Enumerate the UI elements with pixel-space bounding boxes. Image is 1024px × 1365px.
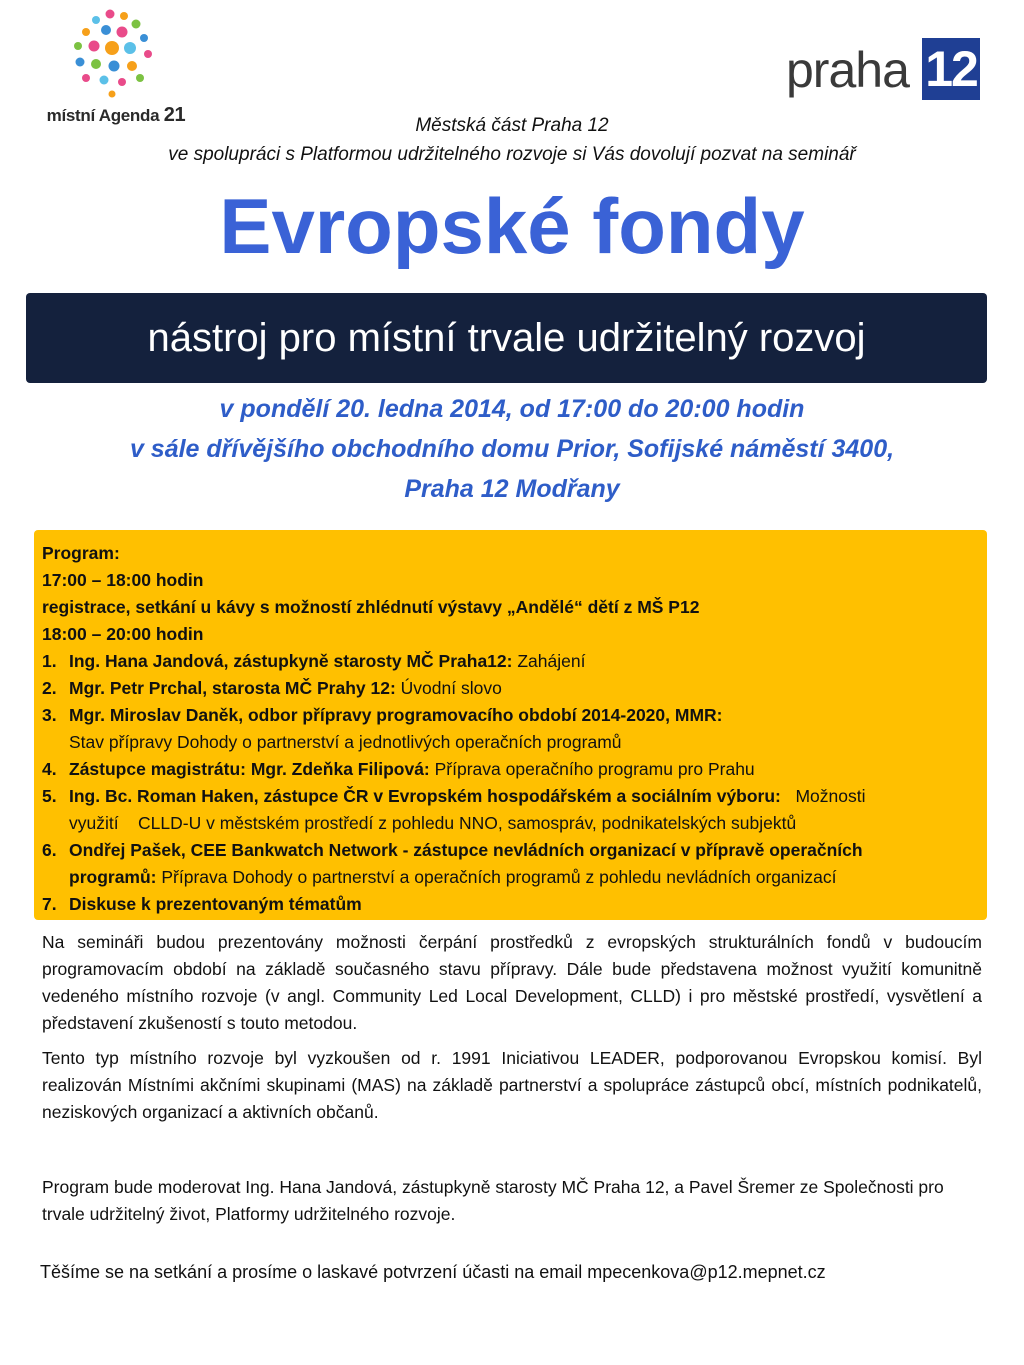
page-title: Evropské fondy — [219, 182, 805, 270]
program-item: 4. Zástupce magistrátu: Mgr. Zdeňka Filipová: Příprava operačního programu pro Prahu — [42, 759, 755, 779]
paragraph-leader-info: Tento typ místního rozvoje byl vyzkoušen od r. 1991 Iniciativou LEADER, podporovanou Evropskou komisí. Byl realizován Místními akčními skupinami (MAS) na základě partnerství a spolupráce zástupců obcí, místních podnikatelů, neziskových organizací a aktivních občanů. — [42, 1048, 982, 1122]
program-item: 1. Ing. Hana Jandová, zástupkyně starosty MČ Praha12: Zahájení — [42, 651, 586, 671]
paragraph-moderator: Program bude moderovat Ing. Hana Jandová, zástupkyně starosty MČ Praha 12, a Pavel Šremer ze Společnosti pro trvale udržitelný život, Platformy udržitelného rozvoje. — [42, 1177, 944, 1224]
program-heading: Program: — [42, 543, 120, 563]
program-slot1-desc: registrace, setkání u kávy s možností zhlédnutí výstavy „Andělé“ dětí z MŠ P12 — [42, 597, 700, 617]
praha12-logo — [782, 36, 992, 100]
paragraph-seminar-info: Na semináři budou prezentovány možnosti čerpání prostředků z evropských strukturálních fondů v budoucím programovacím období na základě současného stavu přípravy. Dále bude představena možnost využití komunitně vedeného místního rozvoje (v angl. Community Led Local Development, CLLD) i pro městské prostředí, vysvětlení a představení zkušeností s touto metodou. — [42, 932, 982, 1033]
program-item: 5. Ing. Bc. Roman Haken, zástupce ČR v Evropském hospodářském a sociálním výboru: Možnosti využití CLLD-U v městském prostředí z pohledu NNO, samospráv, podnikatelských subjektů — [42, 786, 866, 833]
praha12-logo-number: 12 — [922, 38, 980, 100]
program-slot2-time: 18:00 – 20:00 hodin — [42, 624, 204, 644]
program-item: 7. Diskuse k prezentovaným tématům — [42, 894, 362, 914]
subtitle-banner — [26, 293, 987, 383]
program-item: 3. Mgr. Miroslav Daněk, odbor přípravy programovacího období 2014-2020, MMR: Stav přípravy Dohody o partnerství a jednotlivých operačních programů — [42, 705, 723, 752]
program-item: 2. Mgr. Petr Prchal, starosta MČ Prahy 12: Úvodní slovo — [42, 678, 502, 698]
event-venue: v sále dřívějšího obchodního domu Prior, Sofijské náměstí 3400, — [129, 435, 895, 463]
event-date: v pondělí 20. ledna 2014, od 17:00 do 20:00 hodin — [219, 395, 805, 423]
praha12-logo-word: praha — [786, 42, 909, 98]
event-location: Praha 12 Modřany — [404, 475, 620, 503]
program-box — [34, 530, 987, 920]
intro-line-1: Městská část Praha 12 — [415, 115, 609, 136]
subtitle-banner-text: nástroj pro místní trvale udržitelný rozvoj — [147, 316, 866, 360]
dots-logo-icon — [66, 8, 162, 100]
intro-line-2: ve spolupráci s Platformou udržitelného rozvoje si Vás dovolují pozvat na seminář — [168, 144, 856, 165]
program-item: 6. Ondřej Pašek, CEE Bankwatch Network - zástupce nevládních organizací v přípravě operačních programů: Příprava Dohody o partnerství a operačních programů z pohledu nevládních organizací — [42, 840, 863, 887]
agenda21-logo-text: místní Agenda 21 — [46, 104, 186, 126]
closing-rsvp: Těšíme se na setkání a prosíme o laskavé potvrzení účasti na email mpecenkova@p12.mepnet.cz — [40, 1262, 826, 1282]
program-slot1-time: 17:00 – 18:00 hodin — [42, 570, 204, 590]
agenda21-logo — [36, 8, 196, 126]
